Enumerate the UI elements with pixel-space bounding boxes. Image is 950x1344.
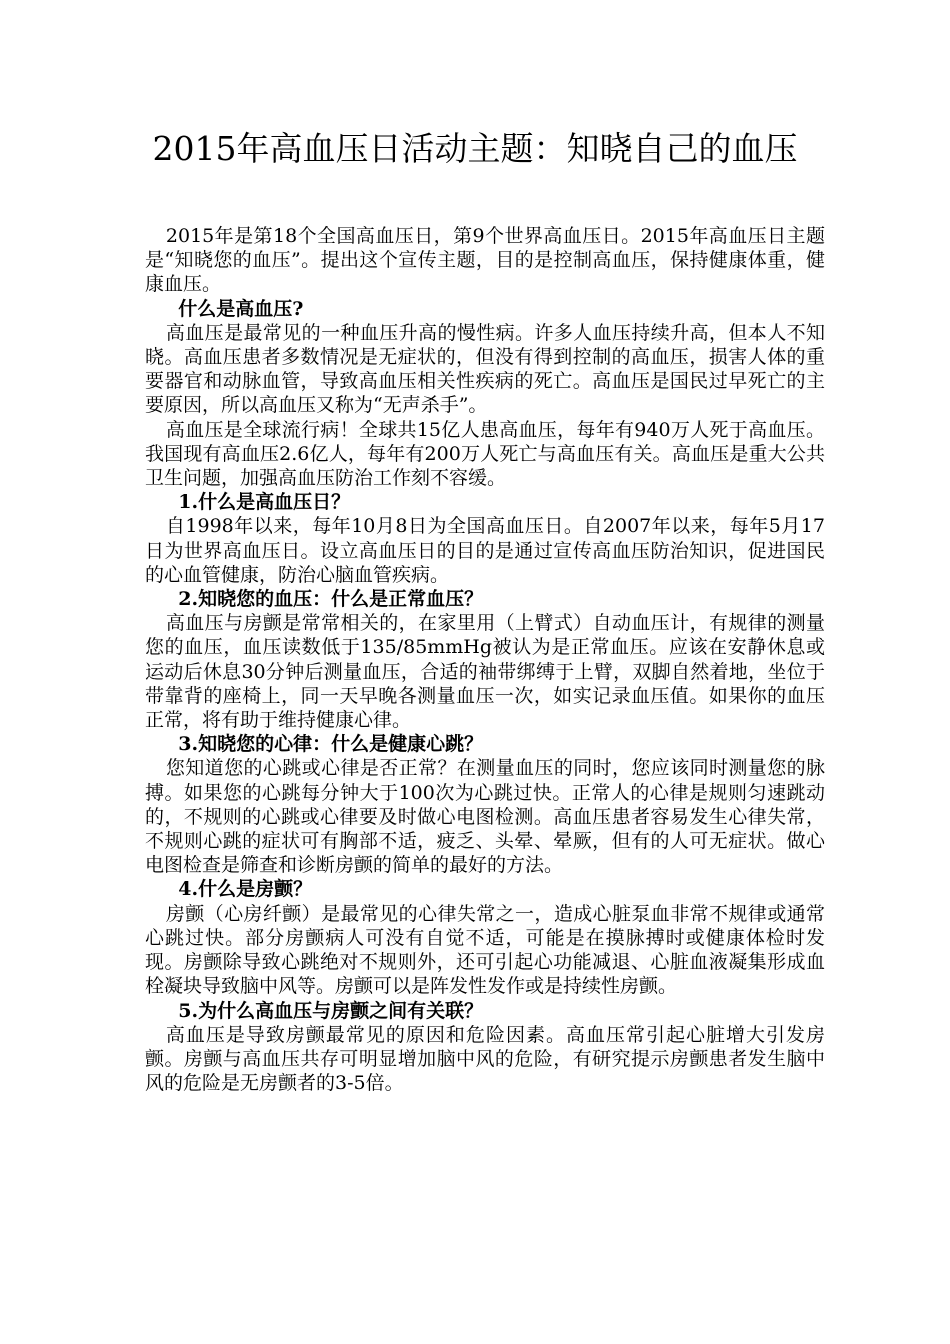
section-heading-1: 1.什么是高血压日？ <box>178 491 351 514</box>
section-heading-4: 4.什么是房颤？ <box>178 878 313 901</box>
document-title: 2015年高血压日活动主题：知晓自己的血压 <box>152 129 798 168</box>
paragraph-normal-blood-pressure: 高血压与房颤是常常相关的，在家里用（上臂式）自动血压计，有规律的测量您的血压，血压读数低于135/85mmHg被认为是正常血压。应该在安静休息或运动后休息30分钟后测量血压，合适的袖带绑缚于上臂，双脚自然着地，坐位于带靠背的座椅上，同一天早晚各测量血压一次，如实记录血压值。如果你的血压正常，将有助于维持健康心律。 <box>145 612 825 732</box>
paragraph-hypertension-day: 自1998年以来，每年10月8日为全国高血压日。自2007年以来，每年5月17日为世界高血压日。设立高血压日的目的是通过宣传高血压防治知识，促进国民的心血管健康，防治心脑血管疾病。 <box>145 515 825 586</box>
paragraph-hypertension-global: 高血压是全球流行病！全球共15亿人患高血压，每年有940万人死于高血压。我国现有高血压2.6亿人，每年有200万人死亡与高血压有关。高血压是重大公共卫生问题，加强高血压防治工作刻不容缓。 <box>145 418 825 490</box>
paragraph-hypertension-definition: 高血压是最常见的一种血压升高的慢性病。许多人血压持续升高，但本人不知晓。高血压患者多数情况是无症状的，但没有得到控制的高血压，损害人体的重要器官和动脉血管，导致高血压相关性疾病的死亡。高血压是国民过早死亡的主要原因，所以高血压又称为“无声杀手”。 <box>145 321 825 417</box>
intro-paragraph: 2015年是第18个全国高血压日，第9个世界高血压日。2015年高血压日主题是“知晓您的血压”。提出这个宣传主题，目的是控制高血压，保持健康体重，健康血压。 <box>145 225 825 296</box>
paragraph-healthy-heartbeat: 您知道您的心跳或心律是否正常？在测量血压的同时，您应该同时测量您的脉搏。如果您的心跳每分钟大于100次为心跳过快。正常人的心律是规则匀速跳动的，不规则的心跳或心律要及时做心电图检测。高血压患者容易发生心律失常，不规则心跳的症状可有胸部不适，疲乏、头晕、晕厥，但有的人可无症状。做心电图检查是筛查和诊断房颤的简单的最好的方法。 <box>145 757 825 877</box>
paragraph-atrial-fibrillation: 房颤（心房纤颤）是最常见的心律失常之一，造成心脏泵血非常不规律或通常心跳过快。部分房颤病人可没有自觉不适，可能是在摸脉搏时或健康体检时发现。房颤除导致心跳绝对不规则外，还可引起心功能减退、心脏血液凝集形成血栓凝块导致脑中风等。房颤可以是阵发性发作或是持续性房颤。 <box>145 902 825 998</box>
section-heading-3: 3.知晓您的心律：什么是健康心跳？ <box>178 733 484 756</box>
paragraph-hypertension-af-link: 高血压是导致房颤最常见的原因和危险因素。高血压常引起心脏增大引发房颤。房颤与高血压共存可明显增加脑中风的危险，有研究提示房颤患者发生脑中风的危险是无房颤者的3-5倍。 <box>145 1023 825 1095</box>
section-heading-2: 2.知晓您的血压：什么是正常血压？ <box>178 588 484 611</box>
section-heading-what-is-hypertension: 什么是高血压? <box>178 297 304 320</box>
section-heading-5: 5.为什么高血压与房颤之间有关联？ <box>178 999 484 1022</box>
document-body <box>145 224 825 1095</box>
